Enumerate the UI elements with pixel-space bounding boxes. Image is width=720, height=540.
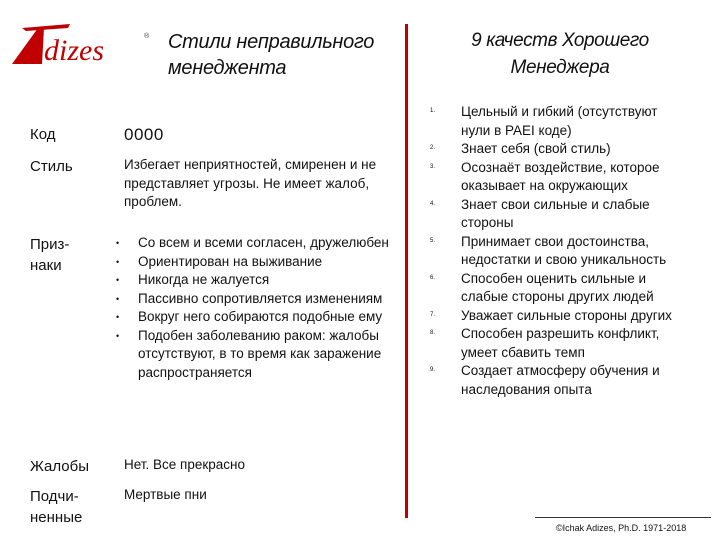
list-item: • Со всем и всеми согласен, дружелюбен [124,234,389,253]
adizes-logo-mark [8,20,158,68]
item-number: 5. [430,237,436,244]
item-number: 7. [430,311,436,318]
logo-swoosh [22,24,70,31]
copyright: ©Ichak Adizes, Ph.D. 1971-2018 [556,523,687,533]
item-number: 6. [430,274,436,281]
item-text: Создает атмосферу обучения и наследования опыта [461,363,660,397]
item-text: Способен разрешить конфликт, умеет сбавить темп [461,326,660,360]
complaints-label: Жалобы [30,458,89,475]
item-number: 2. [430,145,436,151]
item-number: 4. [430,200,436,207]
complaints-value: Нет. Все прекрасно [124,457,245,472]
item-number: 1. [430,108,436,114]
logo-registered: ® [144,33,150,40]
code-value: 0000 [124,125,164,144]
list-item: • Подобен заболеванию раком: жалобы отсутствуют, в то время как заражение распространяется [124,327,389,383]
signs-list [124,234,389,382]
signs-value [124,234,389,382]
list-item [430,307,690,326]
adizes-logo [8,20,158,68]
item-text: Знает свои сильные и слабые стороны [461,196,650,230]
subordinates-label: Подчи- ненные [30,488,83,526]
item-text: Цельный и гибкий (отсутствуют нули в PAEI коде) [461,104,658,138]
right-title: 9 качеств Хорошего Менеджера [471,30,649,78]
item-number: 3. [430,163,436,170]
footer-rule [535,517,711,518]
list-item [430,362,690,399]
list-item [430,103,690,140]
logo-a-stroke [12,28,44,64]
list-item: • Вокруг него собираются подобные ему [124,308,389,327]
list-item [430,159,690,196]
vertical-divider [405,24,408,518]
code-label: Код [30,126,56,143]
item-text: Знает себя (свой стиль) [461,141,611,156]
logo-wordmark: dizes [44,34,104,67]
list-item [430,196,690,233]
list-item [430,233,690,270]
list-item: • Пассивно сопротивляется изменениям [124,290,389,309]
item-text: Способен оценить сильные и слабые стороны других людей [461,270,654,304]
item-text: Осознаёт воздействие, которое оказывает на окружающих [461,159,660,193]
list-item [430,325,690,362]
qualities-list [430,103,690,399]
list-item [430,270,690,307]
list-item: • Никогда не жалуется [124,271,389,290]
left-title: Стили неправильного менеджента [168,31,375,79]
list-item: • Ориентирован на выживание [124,253,389,272]
item-text: Принимает свои достоинства, недостатки и свою уникальность [461,233,667,267]
style-value: Избегает неприятностей, смиренен и не представляет угрозы. Не имеет жалоб, проблем. [124,157,377,209]
signs-label: Приз- наки [30,236,70,274]
list-item [430,140,690,159]
item-number: 8. [430,330,436,336]
style-label: Стиль [30,158,73,175]
item-number: 9. [430,367,436,373]
subordinates-value: Мертвые пни [124,487,207,502]
item-text: Уважает сильные стороны других [461,307,672,323]
